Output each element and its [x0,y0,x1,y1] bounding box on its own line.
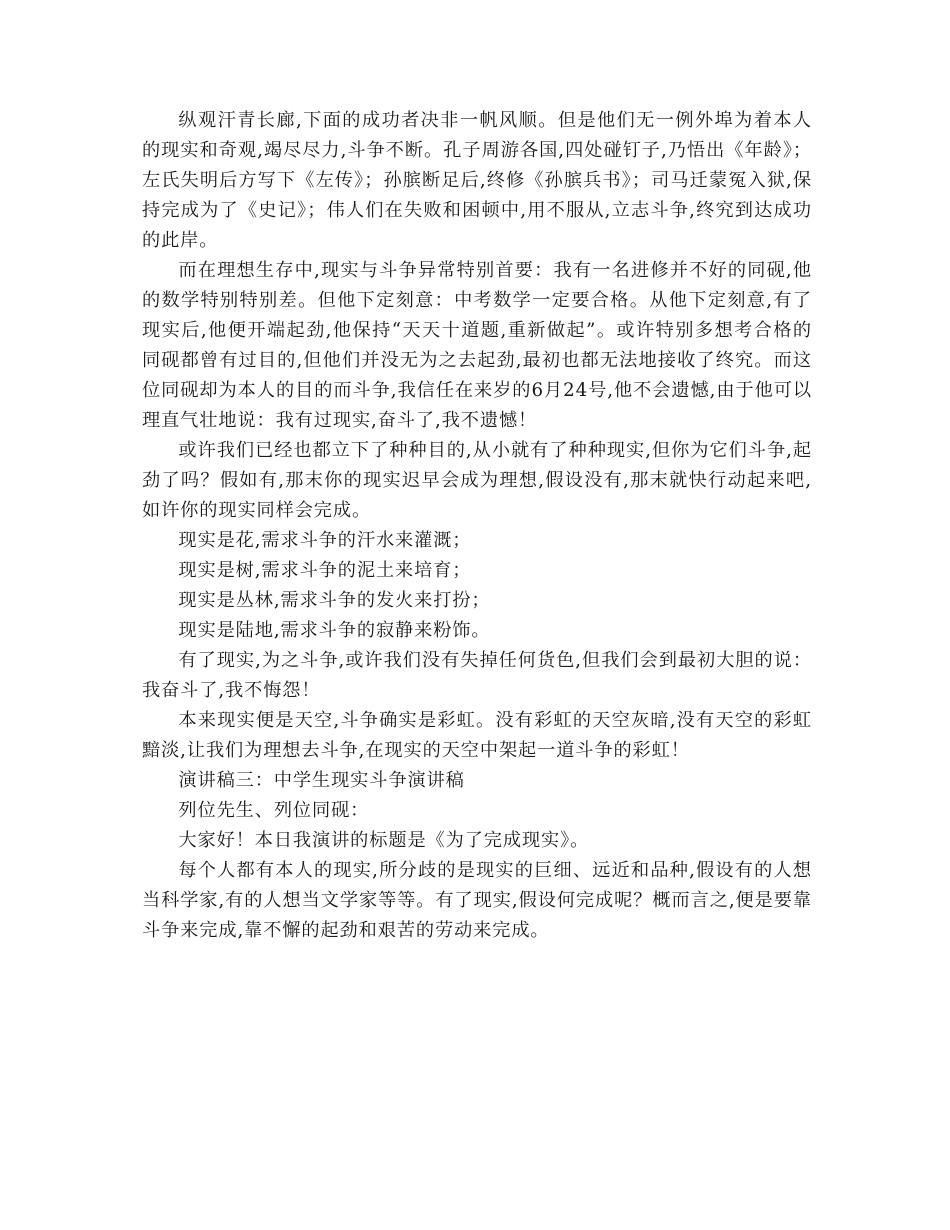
verse-line-forest: 现实是丛林,需求斗争的发火来打扮； [178,590,491,611]
verse-line-land: 现实是陆地,需求斗争的寂静来粉饰。 [178,620,491,641]
salutation: 列位先生、列位同砚： [178,800,370,821]
paragraph-final: 每个人都有本人的现实,所分歧的是现实的巨细、远近和品种,假设有的人想当科学家,有的人想当文学家等等。有了现实,假设何完成呢？概而言之,便是要靠斗争来完成,靠不懈的起劲和艰苦的劳动来完成。 [142,860,812,941]
greeting: 大家好！本日我演讲的标题是《为了完成现实》。 [178,830,590,851]
document-page [142,106,812,946]
verse-line-tree: 现实是树,需求斗争的泥土来培育； [178,560,472,581]
paragraph-rainbow: 本来现实便是天空,斗争确实是彩虹。没有彩虹的天空灰暗,没有天空的彩虹黯淡,让我们为理想去斗争,在现实的天空中架起一道斗争的彩虹！ [142,710,812,761]
paragraph-call-to-action: 或许我们已经也都立下了种种目的,从小就有了种种现实,但你为它们斗争,起劲了吗？假如有,那末你的现实迟早会成为理想,假设没有,那末就快行动起来吧,如许你的现实同样会完成。 [142,440,812,521]
verse-line-flower: 现实是花,需求斗争的汗水来灌溉； [178,530,472,551]
paragraph-history: 纵观汗青长廊,下面的成功者决非一帆风顺。但是他们无一例外埠为着本人的现实和奇观,竭尽尽力,斗争不断。孔子周游各国,四处碰钉子,乃悟出《年龄》；左氏失明后方写下《左传》；孙膑断足后,终修《孙膑兵书》；司马迁蒙冤入狱,保持完成为了《史记》；伟人们在失败和困顿中,用不服从,立志斗争,终究到达成功的此岸。 [142,110,812,251]
paragraph-classmate-story: 而在理想生存中,现实与斗争异常特别首要：我有一名进修并不好的同砚,他的数学特别特别差。但他下定刻意：中考数学一定要合格。从他下定刻意,有了现实后,他便开端起劲,他保持“天天十道题,重新做起”。或许特别多想考合格的同砚都曾有过目的,但他们并没无为之去起劲,最初也都无法地接收了终究。而这位同砚却为本人的目的而斗争,我信任在来岁的6月24号,他不会遗憾,由于他可以理直气壮地说：我有过现实,奋斗了,我不遗憾！ [142,260,812,431]
paragraph-no-regret: 有了现实,为之斗争,或许我们没有失掉任何货色,但我们会到最初大胆的说：我奋斗了,我不悔怨！ [142,650,812,701]
speech-title: 演讲稿三：中学生现实斗争演讲稿 [178,770,465,791]
